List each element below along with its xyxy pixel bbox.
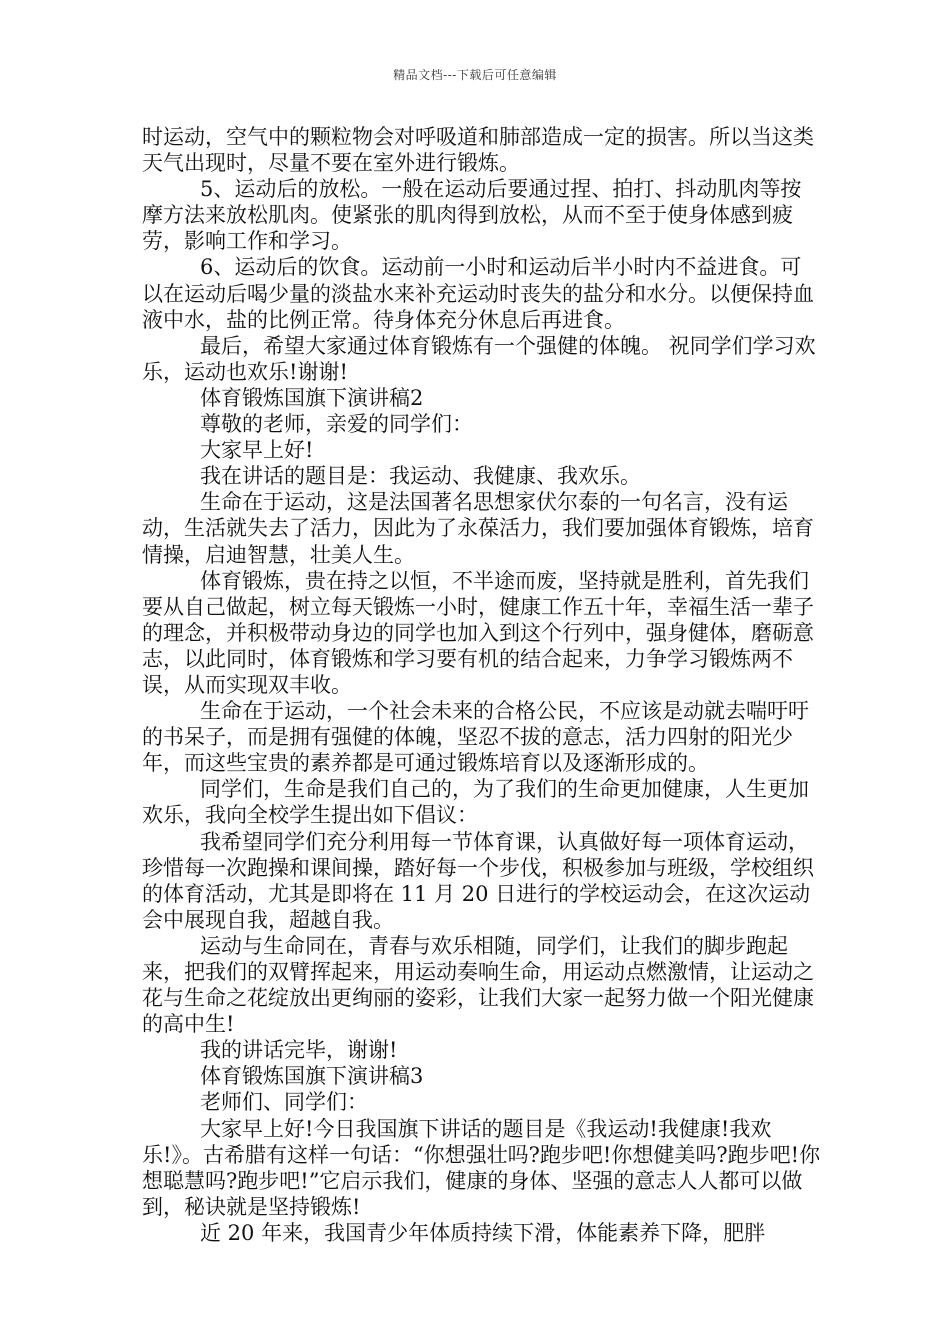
salutation: 老师们、同学们： — [200, 1090, 368, 1115]
greeting: 大家早上好! — [200, 438, 314, 463]
section-title: 体育锻炼国旗下演讲稿3 — [200, 1064, 424, 1089]
paragraph: 最后，希望大家通过体育锻炼有一个强健的体魄。 祝同学们学习欢乐，运动也欢乐!谢谢! — [142, 333, 816, 384]
paragraph: 5、运动后的放松。一般在运动后要通过捏、拍打、抖动肌肉等按摩方法来放松肌肉。使紧张的肌肉得到放松，从而不至于使身体感到疲劳，影响工作和学习。 — [142, 177, 802, 254]
paragraph: 运动与生命同在，青春与欢乐相随，同学们，让我们的脚步跑起来，把我们的双臂挥起来，用运动奏响生命，用运动点燃激情，让运动之花与生命之花绽放出更绚丽的姿彩，让我们大家一起努力做一个阳光健康的高中生! — [142, 933, 814, 1037]
paragraph: 我希望同学们充分利用每一节体育课，认真做好每一项体育运动，珍惜每一次跑操和课间操，踏好每一个步伐，积极参加与班级，学校组织的体育活动，尤其是即将在 11 月 20 日进行的学校运动会，在这次运动会中展现自我，超越自我。 — [142, 829, 814, 932]
salutation: 尊敬的老师，亲爱的同学们： — [200, 412, 473, 437]
paragraph: 6、运动后的饮食。运动前一小时和运动后半小时内不益进食。可以在运动后喝少量的淡盐水来补充运动时丧失的盐分和水分。以便保持血液中水，盐的比例正常。待身体充分休息后再进食。 — [142, 255, 814, 332]
paragraph: 大家早上好!今日我国旗下讲话的题目是《我运动!我健康!我欢乐!》。古希腊有这样一句话：“你想强壮吗?跑步吧!你想健美吗?跑步吧!你想聪慧吗?跑步吧!”它启示我们，健康的身体、坚强的意志人人都可以做到，秘诀就是坚持锻炼! — [142, 1116, 821, 1219]
page-header: 精品文档---下载后可任意编辑 — [393, 68, 557, 82]
paragraph: 同学们，生命是我们自己的，为了我们的生命更加健康，人生更加欢乐，我向全校学生提出如下倡议： — [142, 777, 809, 828]
document-body — [142, 124, 822, 1246]
paragraph: 生命在于运动，一个社会未来的合格公民，不应该是动就去喘吁吁的书呆子，而是拥有强健的体魄，坚忍不拔的意志，活力四射的阳光少年，而这些宝贵的素养都是可通过锻炼培育以及逐渐形成的。 — [142, 699, 809, 776]
paragraph: 时运动，空气中的颗粒物会对呼吸道和肺部造成一定的损害。所以当这类天气出现时，尽量不要在室外进行锻炼。 — [142, 125, 814, 176]
paragraph: 体育锻炼，贵在持之以恒，不半途而废，坚持就是胜利，首先我们要从自己做起，树立每天锻炼一小时，健康工作五十年，幸福生活一辈子的理念，并积极带动身边的同学也加入到这个行列中，强身健体，磨砺意志，以此同时，体育锻炼和学习要有机的结合起来，力争学习锻炼两不误，从而实现双丰收。 — [142, 568, 814, 697]
paragraph: 近 20 年来，我国青少年体质持续下滑，体能素养下降，肥胖 — [200, 1220, 766, 1245]
closing: 我的讲话完毕，谢谢! — [200, 1038, 398, 1063]
paragraph: 我在讲话的题目是：我运动、我健康、我欢乐。 — [200, 464, 641, 489]
section-title: 体育锻炼国旗下演讲稿2 — [200, 385, 424, 410]
paragraph: 生命在于运动，这是法国著名思想家伏尔泰的一句名言，没有运动，生活就失去了活力，因此为了永葆活力，我们要加强体育锻炼，培育情操，启迪智慧，壮美人生。 — [142, 490, 814, 567]
